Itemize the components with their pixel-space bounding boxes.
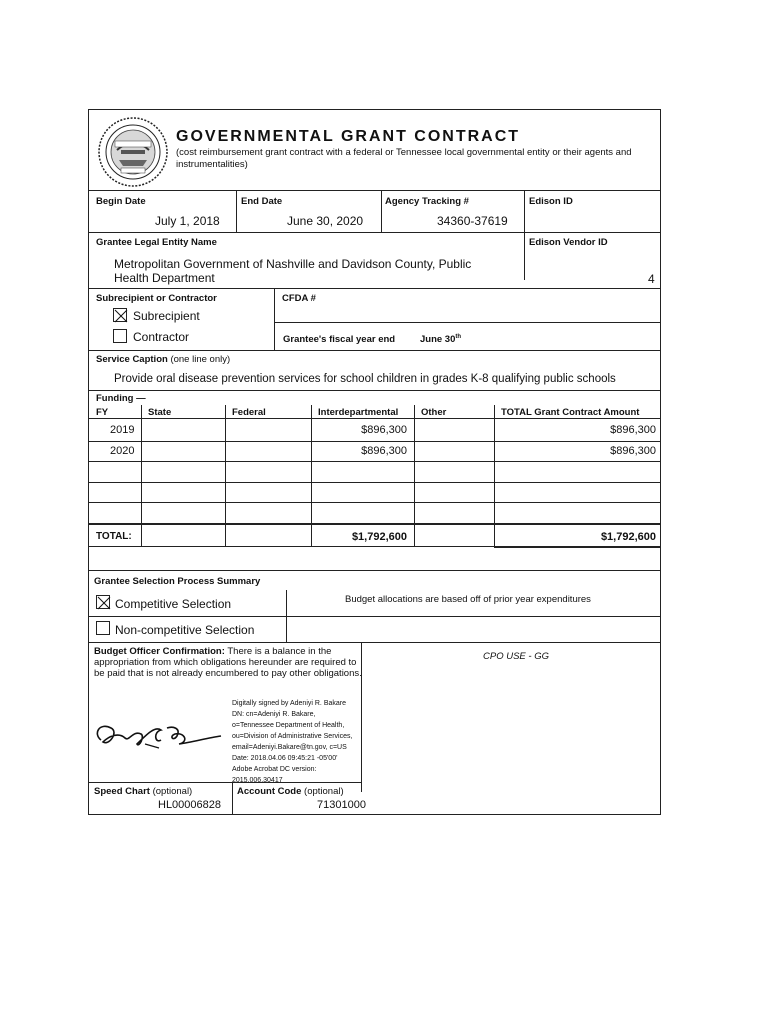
divider <box>89 782 361 783</box>
header-other: Other <box>421 407 447 418</box>
edison-id-label: Edison ID <box>529 196 573 207</box>
contractor-option: Contractor <box>133 330 190 344</box>
agency-tracking-value: 34360-37619 <box>437 214 508 228</box>
fiscal-year-end-label: Grantee's fiscal year end <box>283 334 396 345</box>
divider <box>274 322 660 323</box>
competitive-option: Competitive Selection <box>115 597 232 611</box>
noncompetitive-checkbox[interactable] <box>96 621 110 635</box>
signature-image <box>89 714 229 754</box>
service-caption-text: Provide oral disease prevention services for school children in grades K-8 qualifying public schools <box>114 373 616 385</box>
row-total: $896,300 <box>610 424 656 436</box>
divider <box>89 642 660 643</box>
subrecipient-checkbox[interactable] <box>113 308 127 322</box>
grantee-name-line1: Metropolitan Government of Nashville and Davidson County, Public <box>114 257 472 271</box>
header-federal: Federal <box>232 407 266 418</box>
total-amount: $1,792,600 <box>600 531 656 543</box>
account-code-value: 71301000 <box>317 799 366 811</box>
row-interdepartmental: $896,300 <box>361 445 407 457</box>
cfda-label: CFDA # <box>282 293 316 304</box>
form-title: GOVERNMENTAL GRANT CONTRACT <box>176 128 521 145</box>
divider <box>236 190 237 232</box>
divider <box>89 502 660 503</box>
competitive-checkbox[interactable] <box>96 595 110 609</box>
divider <box>494 405 495 547</box>
begin-date-label: Begin Date <box>96 196 146 207</box>
noncompetitive-option: Non-competitive Selection <box>115 623 255 637</box>
digital-signature-details: Digitally signed by Adeniyi R. Bakare DN: cn=Adeniyi R. Bakare, o=Tennessee Department of Health, ou=Division of Administrative Services, email=Adeniyi.Bakare@tn.gov, c=US Date: 2018.04.06 09:45:21 -05'00' Adobe Acrobat DC version: 2015.006.30417 <box>232 700 353 784</box>
speed-chart-label: Speed Chart (optional) <box>94 786 193 797</box>
edison-vendor-label: Edison Vendor ID <box>529 237 608 248</box>
total-label: TOTAL: <box>96 531 132 542</box>
end-date-value: June 30, 2020 <box>287 214 364 228</box>
divider <box>89 546 494 547</box>
total-interdepartmental: $1,792,600 <box>351 531 407 543</box>
divider <box>274 288 275 350</box>
divider <box>89 232 660 233</box>
end-date-label: End Date <box>241 196 283 207</box>
divider <box>89 441 660 442</box>
divider <box>89 288 660 289</box>
budget-confirmation: Budget Officer Confirmation: There is a balance in the appropriation from which obligations hereunder are required to be paid that is not already encumbered to pay other obligations. <box>94 646 362 679</box>
divider <box>89 390 660 391</box>
divider <box>311 405 312 547</box>
row-fy: 2020 <box>110 445 135 457</box>
divider <box>524 190 525 280</box>
grantee-name-label: Grantee Legal Entity Name <box>96 237 217 248</box>
header-state: State <box>148 407 172 418</box>
form-subtitle: (cost reimbursement grant contract with a federal or Tennessee local governmental entity or their agents and instrumentalities) <box>176 147 632 170</box>
selection-label: Grantee Selection Process Summary <box>94 576 261 587</box>
fiscal-year-end-value: June 30th <box>420 334 462 346</box>
funding-label: Funding — <box>96 393 146 404</box>
divider <box>494 546 660 548</box>
divider <box>225 405 226 547</box>
account-code-label: Account Code (optional) <box>237 786 344 797</box>
divider <box>89 418 660 419</box>
grant-contract-form <box>88 109 661 815</box>
service-caption-label: Service Caption (one line only) <box>96 354 231 365</box>
state-seal <box>97 116 169 188</box>
row-fy: 2019 <box>110 424 135 436</box>
subrecipient-contractor-label: Subrecipient or Contractor <box>96 293 217 304</box>
tennessee-seal-icon <box>97 116 169 188</box>
header-total: TOTAL Grant Contract Amount <box>501 407 640 418</box>
divider <box>89 482 660 483</box>
divider <box>381 190 382 232</box>
divider <box>361 642 362 792</box>
subrecipient-option: Subrecipient <box>133 309 200 323</box>
divider <box>89 616 660 617</box>
cpo-use-label: CPO USE - GG <box>483 651 549 662</box>
check-x-icon <box>114 309 128 323</box>
header-interdepartmental: Interdepartmental <box>318 407 399 418</box>
row-interdepartmental: $896,300 <box>361 424 407 436</box>
agency-tracking-label: Agency Tracking # <box>385 196 469 207</box>
divider <box>89 350 660 351</box>
check-x-icon <box>97 596 111 610</box>
begin-date-value: July 1, 2018 <box>155 214 220 228</box>
divider <box>89 523 660 525</box>
grantee-name-line2: Health Department <box>114 271 215 285</box>
divider <box>89 461 660 462</box>
selection-note: Budget allocations are based off of prior year expenditures <box>345 594 591 605</box>
speed-chart-value: HL00006828 <box>158 799 222 811</box>
divider <box>414 405 415 547</box>
divider <box>89 190 660 191</box>
divider <box>141 405 142 547</box>
edison-vendor-value: 4 <box>648 272 655 286</box>
row-total: $896,300 <box>610 445 656 457</box>
contractor-checkbox[interactable] <box>113 329 127 343</box>
header-fy: FY <box>96 407 109 418</box>
divider <box>232 782 233 814</box>
divider <box>89 570 660 571</box>
